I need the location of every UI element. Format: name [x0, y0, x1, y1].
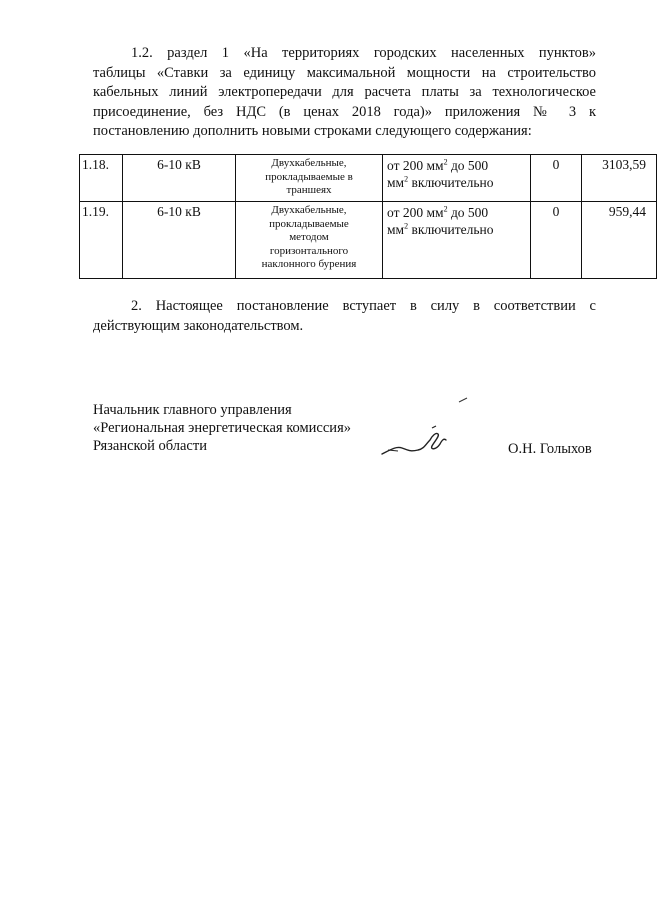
paragraph-effective-date: [93, 297, 596, 336]
row-cable-type: [236, 155, 383, 202]
row-cross-section-range: [383, 202, 531, 279]
cable-type-line: горизонтального: [269, 244, 349, 257]
paragraph-line: таблицы «Ставки за единицу максимальной мощности на строительство: [93, 64, 596, 81]
range-superscript: 2: [443, 157, 448, 167]
signatory-title-line: Начальник главного управления: [93, 402, 292, 418]
table-row: [80, 202, 657, 279]
row-rate-value: 3103,59: [582, 155, 657, 202]
paragraph-line: постановлению дополнить новыми строками следующего содержания:: [93, 123, 532, 139]
table-row: [80, 155, 657, 202]
row-voltage: 6-10 кВ: [123, 155, 236, 202]
row-number: 1.19.: [80, 202, 123, 279]
handwritten-signature-icon: [380, 420, 450, 460]
range-text: от 200 мм: [387, 205, 444, 220]
range-text: мм: [387, 222, 405, 237]
signer-name: О.Н. Голыхов: [508, 441, 592, 457]
row-cable-type: [236, 202, 383, 279]
row-number: 1.18.: [80, 155, 123, 202]
range-superscript: 2: [404, 221, 409, 231]
cable-type-line: Двухкабельные,: [271, 204, 347, 216]
signatory-title-line: Рязанской области: [93, 438, 207, 454]
range-text: от 200 мм: [387, 158, 444, 173]
paragraph-line: кабельных линий электропередачи для расчета платы за технологическое: [93, 84, 596, 100]
range-text: мм: [387, 175, 405, 190]
cable-type-line: наклонного бурения: [261, 258, 357, 270]
cable-type-line: прокладываемые в: [265, 170, 353, 183]
cable-type-line: прокладываемые: [269, 217, 349, 230]
cable-type-line: методом: [289, 231, 329, 243]
range-text: включительно: [408, 175, 494, 190]
row-zero-value: 0: [531, 202, 582, 279]
row-zero-value: 0: [531, 155, 582, 202]
paragraph-line: присоединение, без НДС (в ценах 2018 года)» приложения № 3 к: [93, 103, 596, 120]
cable-type-line: траншеях: [286, 184, 332, 196]
paragraph-line: 1.2. раздел 1 «На территориях городских населенных пунктов»: [131, 45, 596, 61]
paragraph-line: действующим законодательством.: [93, 317, 304, 334]
row-cross-section-range: [383, 155, 531, 202]
paragraph-amendment: [93, 44, 596, 142]
range-text: включительно: [408, 222, 494, 237]
range-text: до 500: [447, 205, 489, 220]
range-superscript: 2: [443, 204, 448, 214]
range-text: до 500: [447, 158, 489, 173]
row-rate-value: 959,44: [582, 202, 657, 279]
ink-mark-icon: [458, 397, 468, 403]
row-voltage: 6-10 кВ: [123, 202, 236, 279]
paragraph-line: 2. Настоящее постановление вступает в силу в соответствии с: [131, 298, 596, 314]
signatory-title-line: «Региональная энергетическая комиссия»: [93, 420, 351, 436]
rates-table: [79, 154, 657, 279]
range-superscript: 2: [404, 174, 409, 184]
cable-type-line: Двухкабельные,: [271, 157, 347, 169]
